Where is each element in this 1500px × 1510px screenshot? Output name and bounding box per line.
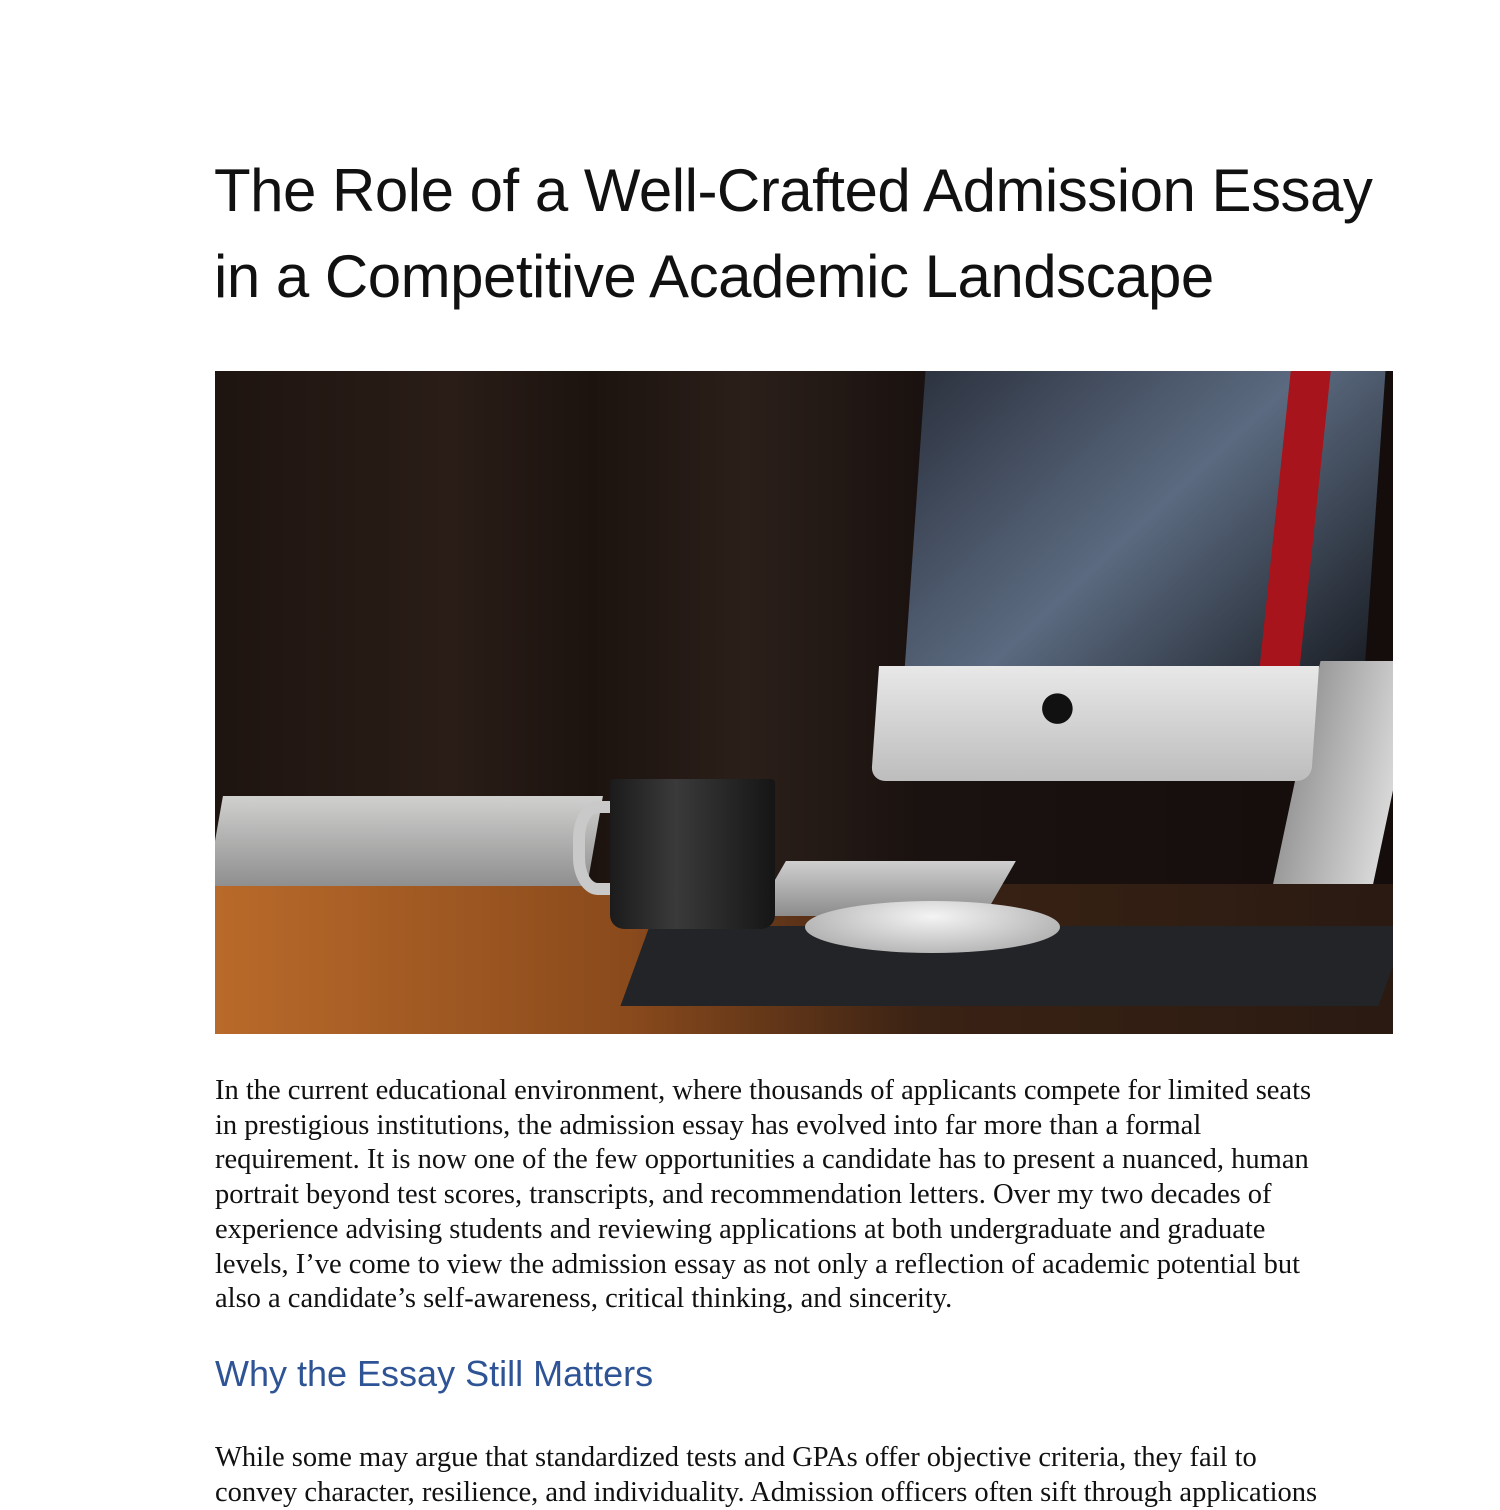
desk-computer-photo [215, 371, 1393, 1034]
text-line: convey character, resilience, and individuality. Admission officers often sift through applications [215, 1476, 1318, 1508]
open-book [215, 796, 603, 886]
text-line: experience advising students and reviewing applications at both undergraduate and graduate [215, 1213, 1266, 1245]
text-line: in prestigious institutions, the admission essay has evolved into far more than a formal [215, 1109, 1202, 1141]
monitor-chin [871, 666, 1319, 781]
document-title [214, 148, 1372, 320]
mouse [805, 901, 1060, 953]
text-line: portrait beyond test scores, transcripts, and recommendation letters. Over my two decades of [215, 1179, 1272, 1211]
title-line: The Role of a Well-Crafted Admission Essay [214, 157, 1373, 224]
text-line: In the current educational environment, where thousands of applicants compete for limited seats [215, 1075, 1312, 1106]
apple-logo-icon: ● [1040, 683, 1075, 729]
coffee-mug [610, 779, 775, 929]
text-line: also a candidate’s self-awareness, critical thinking, and sincerity. [215, 1283, 953, 1315]
title-line: in a Competitive Academic Landscape [214, 243, 1214, 310]
section-heading: Why the Essay Still Matters [215, 1353, 654, 1394]
text-line: levels, I’ve come to view the admission essay as not only a reflection of academic potential but [215, 1248, 1301, 1280]
text-line: While some may argue that standardized tests and GPAs offer objective criteria, they fail to [215, 1442, 1257, 1473]
intro-paragraph [215, 1074, 1311, 1317]
text-line: requirement. It is now one of the few opportunities a candidate has to present a nuanced, human [215, 1144, 1309, 1176]
